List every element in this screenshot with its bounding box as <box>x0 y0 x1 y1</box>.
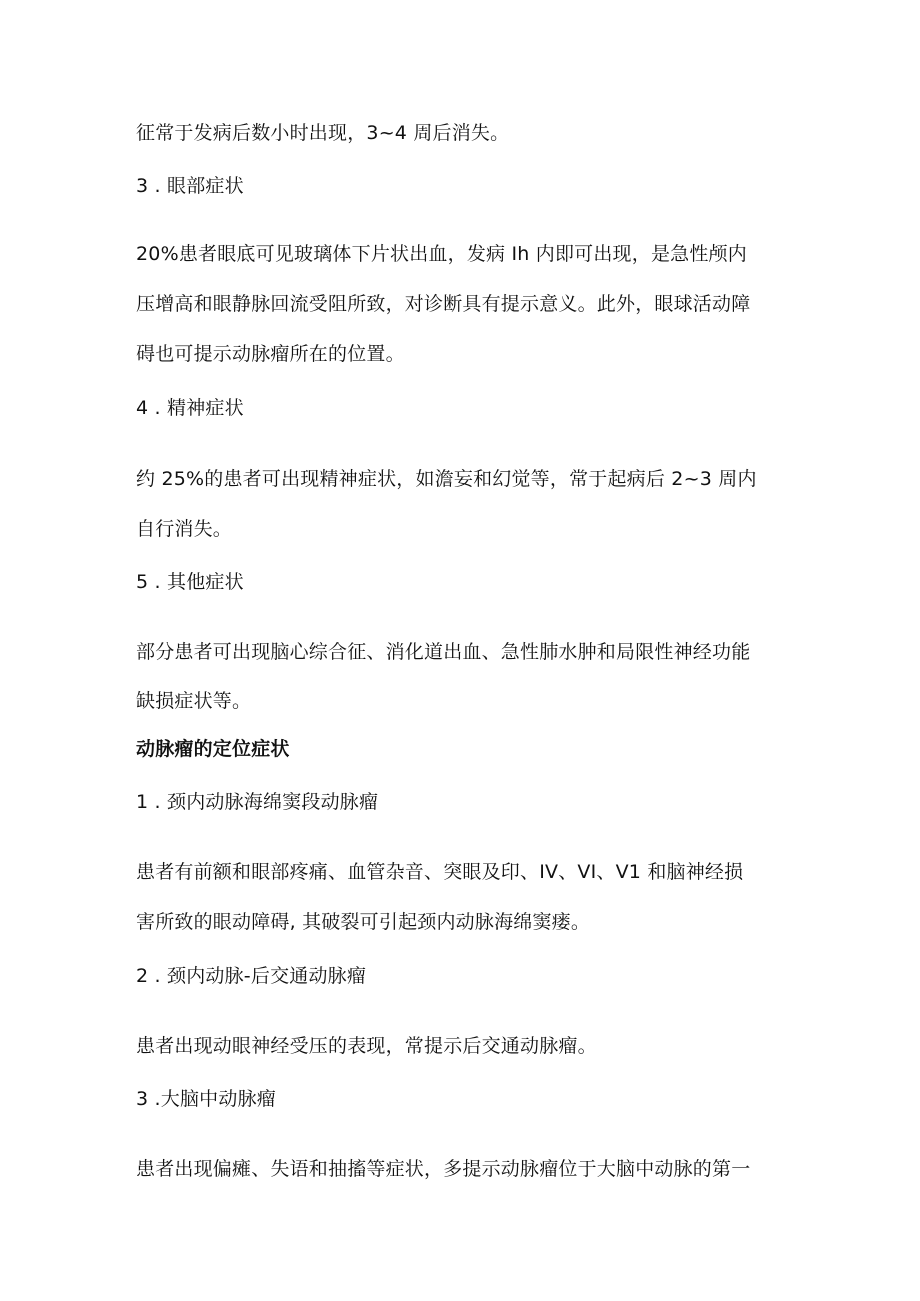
item-heading-mental-symptoms: 4 . 精神症状 <box>136 397 244 419</box>
paragraph-line: 碍也可提示动脉瘤所在的位置。 <box>136 343 405 365</box>
item-heading-other-symptoms: 5 . 其他症状 <box>136 571 244 593</box>
item-heading-posterior-communicating-aneurysm: 2 . 颈内动脉-后交通动脉瘤 <box>136 965 367 987</box>
section-heading: 动脉瘤的定位症状 <box>136 738 290 760</box>
paragraph-line: 压增高和眼静脉回流受阻所致，对诊断具有提示意义。此外，眼球活动障 <box>136 293 751 315</box>
paragraph-line: 部分患者可出现脑心综合征、消化道出血、急性肺水肿和局限性神经功能 <box>136 641 751 663</box>
item-heading-eye-symptoms: 3 . 眼部症状 <box>136 175 244 197</box>
item-heading-middle-cerebral-aneurysm: 3 .大脑中动脉瘤 <box>136 1088 276 1110</box>
paragraph-line: 害所致的眼动障碍, 其破裂可引起颈内动脉海绵窦瘘。 <box>136 911 591 933</box>
paragraph-line: 自行消失。 <box>136 518 233 540</box>
paragraph-line: 20%患者眼底可见玻璃体下片状出血，发病 Ih 内即可出现，是急性颅内 <box>136 243 747 265</box>
item-heading-cavernous-aneurysm: 1 . 颈内动脉海绵窦段动脉瘤 <box>136 791 379 813</box>
paragraph-line: 患者出现动眼神经受压的表现，常提示后交通动脉瘤。 <box>136 1035 597 1057</box>
paragraph-line: 约 25%的患者可出现精神症状，如澹妄和幻觉等，常于起病后 2~3 周内 <box>136 468 757 490</box>
paragraph-line: 征常于发病后数小时出现，3~4 周后消失。 <box>136 122 510 144</box>
paragraph-line: 患者有前额和眼部疼痛、血管杂音、突眼及印、IV、VI、V1 和脑神经损 <box>136 861 744 883</box>
paragraph-line: 患者出现偏瘫、失语和抽搐等症状，多提示动脉瘤位于大脑中动脉的第一 <box>136 1158 751 1180</box>
paragraph-line: 缺损症状等。 <box>136 690 252 712</box>
